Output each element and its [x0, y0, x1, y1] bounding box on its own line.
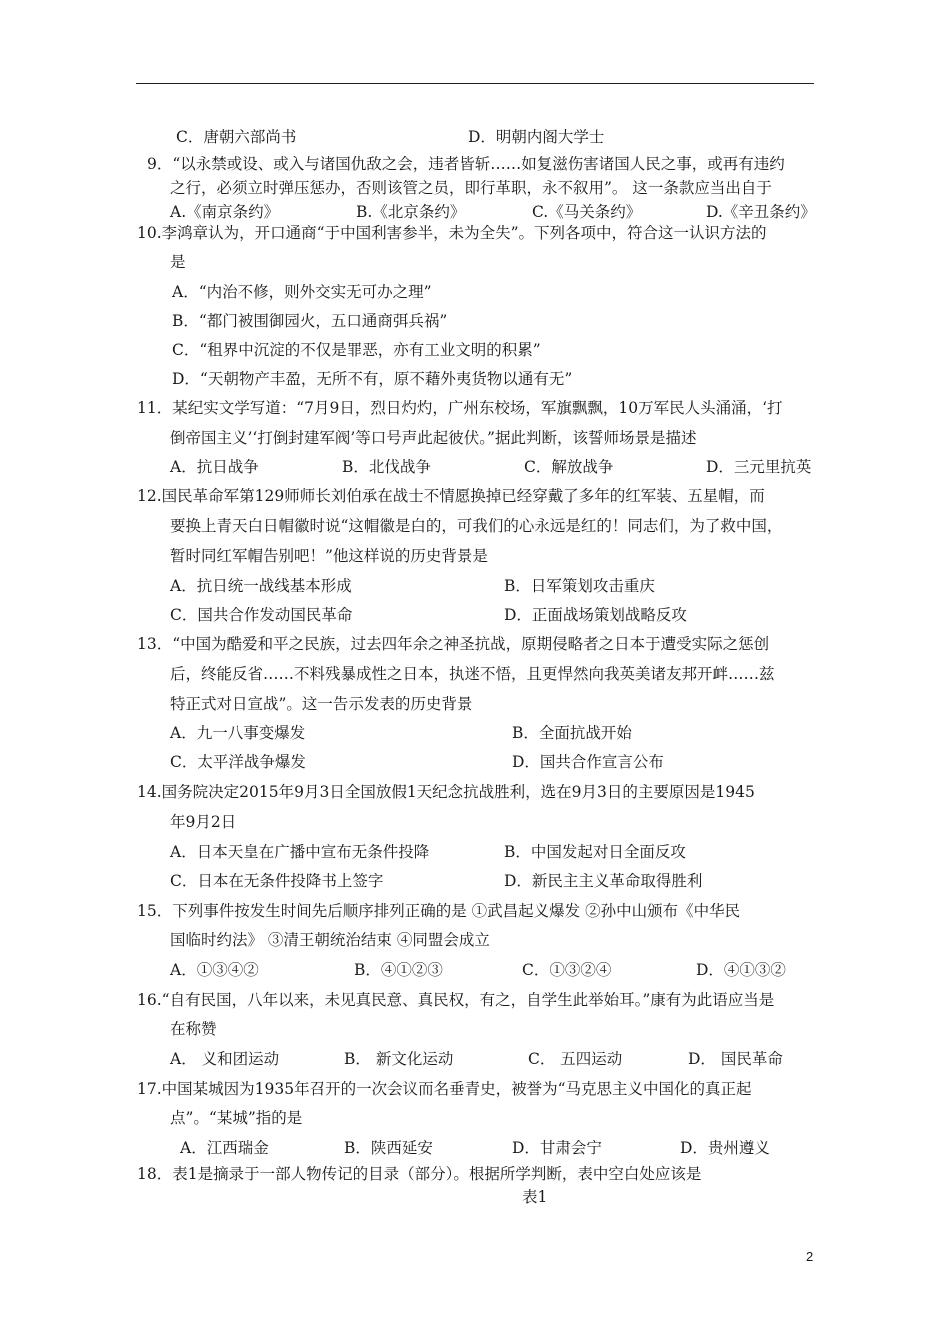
q17-stem-2: 点”。“某城”指的是 [170, 1109, 303, 1127]
q11-stem-2: 倒帝国主义’‘打倒封建军阀’等口号声此起彼伏。”据此判断，该誓师场景是描述 [170, 429, 697, 447]
q13-stem-1: 13．“中国为酷爱和平之民族，过去四年余之神圣抗战，原期侵略者之日本于遭受实际之惩创 [137, 635, 770, 653]
q12-option-c: C．国共合作发动国民革命 [170, 606, 353, 624]
q11-option-c: C．解放战争 [524, 458, 614, 476]
q12-option-a: A．抗日统一战线基本形成 [170, 577, 352, 595]
q15-stem-2: 国临时约法》 ③清王朝统治结束 ④同盟会成立 [170, 931, 490, 949]
q15-option-a: A．①③④② [170, 961, 259, 979]
q12-option-b: B．日军策划攻击重庆 [504, 577, 655, 595]
header-rule [136, 83, 814, 84]
q13-option-a: A．九一八事变爆发 [170, 724, 306, 742]
q12-stem-3: 暂时同红军帽告别吧！”他这样说的历史背景是 [170, 547, 488, 565]
q10-option-c: C．“租界中沉淀的不仅是罪恶，亦有工业文明的积累” [172, 341, 541, 359]
q11-option-a: A．抗日战争 [170, 458, 259, 476]
q16-option-c: C． 五四运动 [528, 1050, 623, 1068]
q17-option-b: B．陕西延安 [344, 1139, 433, 1157]
q13-option-c: C．太平洋战争爆发 [170, 753, 306, 771]
q10-option-b: B．“都门被围御园火，五口通商弭兵祸” [172, 312, 448, 330]
table-caption: 表1 [522, 1188, 548, 1206]
q16-option-b: B． 新文化运动 [344, 1050, 454, 1068]
q13-stem-2: 后，终能反省……不料残暴成性之日本，执迷不悟，且更悍然向我英美诸友邦开衅……兹 [170, 665, 775, 683]
q14-stem-1: 14.国务院决定2015年9月3日全国放假1天纪念抗战胜利，选在9月3日的主要原因是1945 [137, 783, 755, 801]
q13-stem-3: 特正式对日宣战”。这一告示发表的历史背景 [170, 695, 473, 713]
q9-stem-1: 9．“以永禁或设、或入与诸国仇敌之会，违者皆斩……如复滋伤害诸国人民之事，或再有违约 [147, 155, 785, 173]
q13-option-b: B．全面抗战开始 [512, 724, 632, 742]
q17-option-d: D．贵州遵义 [680, 1139, 770, 1157]
q11-option-b: B．北伐战争 [342, 458, 431, 476]
q16-stem-1: 16.“自有民国，八年以来，未见真民意、真民权，有之，自学生此举始耳。”康有为此语应当是 [137, 991, 775, 1009]
q10-stem-1: 10.李鸿章认为，开口通商“于中国利害参半，未为全失”。下列各项中，符合这一认识方法的 [137, 224, 767, 242]
q9-stem-2: 之行，必须立时弹压惩办，否则该管之员，即行革职，永不叙用”。 这一条款应当出自于 [170, 179, 772, 197]
q8-option-d: D．明朝内阁大学士 [468, 128, 605, 146]
q16-option-a: A． 义和团运动 [170, 1050, 280, 1068]
q15-option-c: C．①③②④ [522, 961, 612, 979]
q16-stem-2: 在称赞 [170, 1020, 217, 1038]
q12-stem-2: 要换上青天白日帽徽时说“这帽徽是白的，可我们的心永远是红的！同志们，为了救中国， [170, 517, 783, 535]
q9-option-d: D.《辛丑条约》 [706, 203, 816, 221]
q15-option-d: D．④①③② [696, 961, 786, 979]
q10-stem-2: 是 [170, 253, 186, 271]
q10-option-a: A．“内治不修，则外交实无可办之理” [172, 283, 432, 301]
q15-stem-1: 15．下列事件按发生时间先后顺序排列正确的是 ①武昌起义爆发 ②孙中山颁布《中华民 [137, 902, 741, 920]
page-number: 2 [806, 1249, 814, 1264]
q17-option-c: D．甘肃会宁 [512, 1139, 602, 1157]
q17-stem-1: 17.中国某城因为1935年召开的一次会议而名垂青史，被誉为“马克思主义中国化的真正起 [137, 1080, 752, 1098]
q8-option-c: C．唐朝六部尚书 [176, 128, 297, 146]
q9-option-b: B.《北京条约》 [356, 203, 466, 221]
q17-option-a: A．江西瑞金 [180, 1139, 269, 1157]
q14-option-c: C．日本在无条件投降书上签字 [170, 872, 384, 890]
q12-stem-1: 12.国民革命军第129师师长刘伯承在战士不情愿换掉已经穿戴了多年的红军装、五星帽，而 [137, 487, 765, 505]
q14-option-d: D．新民主主义革命取得胜利 [504, 872, 703, 890]
q14-stem-2: 年9月2日 [170, 813, 237, 831]
q14-option-b: B．中国发起对日全面反攻 [504, 843, 686, 861]
q18-stem: 18．表1是摘录于一部人物传记的目录（部分）。根据所学判断，表中空白处应该是 [137, 1165, 702, 1183]
q11-option-d: D．三元里抗英 [706, 458, 812, 476]
q12-option-d: D．正面战场策划战略反攻 [504, 606, 687, 624]
q11-stem-1: 11．某纪实文学写道：“7月9日，烈日灼灼，广州东校场，军旗飘飘，10万军民人头涌涌，‘打 [137, 399, 783, 417]
q15-option-b: B．④①②③ [354, 961, 443, 979]
q9-option-a: A.《南京条约》 [170, 203, 280, 221]
q13-option-d: D．国共合作宣言公布 [512, 753, 664, 771]
q9-option-c: C.《马关条约》 [532, 203, 642, 221]
q16-option-d: D． 国民革命 [688, 1050, 783, 1068]
q14-option-a: A．日本天皇在广播中宣布无条件投降 [170, 843, 430, 861]
q10-option-d: D．“天朝物产丰盈，无所不有，原不藉外夷货物以通有无” [172, 370, 573, 388]
